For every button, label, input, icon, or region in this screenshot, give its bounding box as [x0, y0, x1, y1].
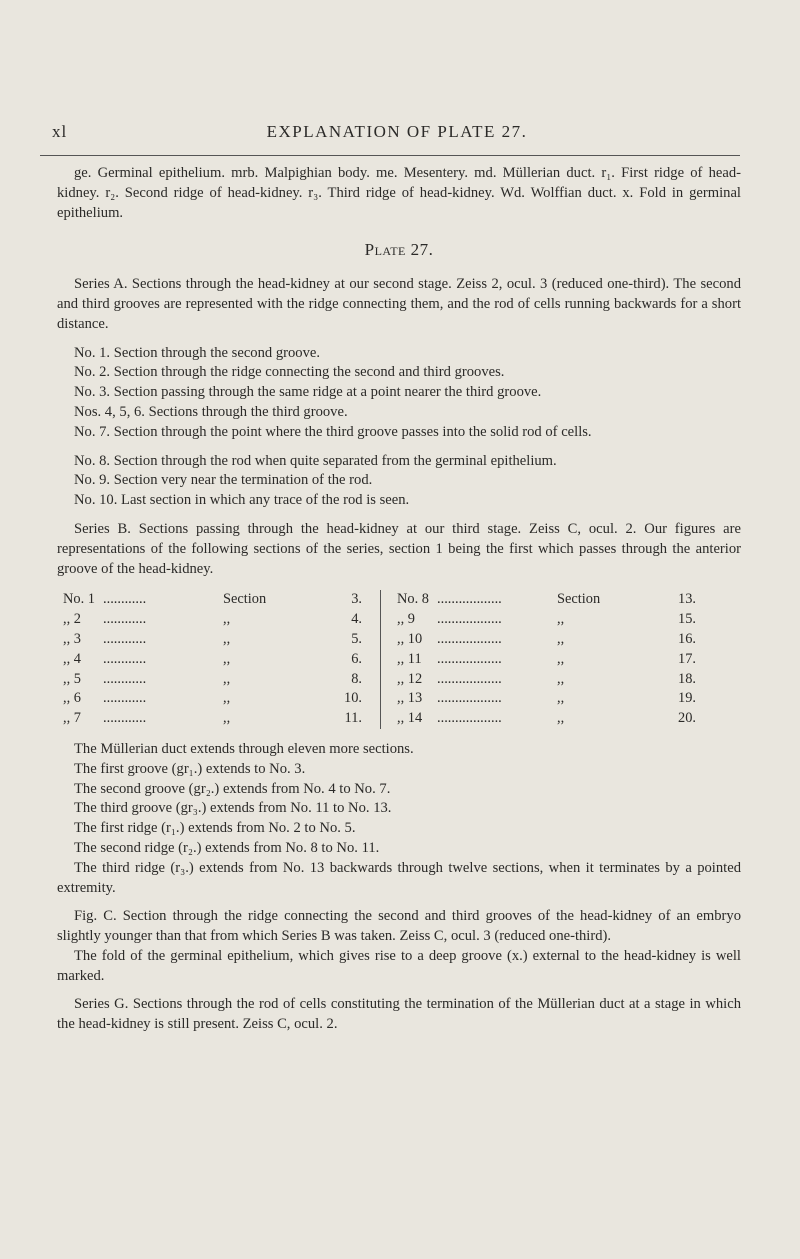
table-row — [63, 610, 696, 630]
left-no: ,, 4 — [63, 650, 81, 667]
fig-c-note: The fold of the germinal epithelium, which gives rise to a deep groove (x.) external to the head-kidney is well marked. — [57, 947, 741, 984]
right-value: 15. — [678, 611, 696, 628]
series-b-intro: Series B. Sections passing through the head-kidney at our third stage. Zeiss C, ocul. 2. Our figures are representations of the following sections of the series, section 1 being the first which passes through the anterior groove of the head-kidney. — [57, 520, 741, 577]
column-divider — [362, 689, 381, 709]
right-mark: Section — [557, 591, 601, 608]
right-no: ,, 11 — [397, 650, 422, 667]
section-table — [63, 590, 696, 729]
series-a-item: No. 3. Section passing through the same ridge at a point nearer the third groove. — [74, 384, 542, 401]
series-a-item: No. 10. Last section in which any trace of the rod is seen. — [74, 492, 410, 509]
series-b-note: The second groove (gr₂.) extends from No. 4 to No. 7. — [74, 780, 391, 797]
left-value: 10. — [344, 690, 362, 707]
right-value: 18. — [678, 670, 696, 687]
right-mark: ,, — [557, 710, 565, 727]
table-row — [63, 590, 696, 610]
left-no: ,, 7 — [63, 710, 81, 727]
table-row — [63, 630, 696, 650]
column-divider — [362, 709, 381, 729]
left-no: ,, 5 — [63, 670, 81, 687]
right-mark: ,, — [557, 611, 565, 628]
left-value: 5. — [351, 630, 362, 647]
table-row — [63, 709, 696, 729]
left-dots: ............ — [103, 630, 147, 647]
right-no: ,, 10 — [397, 630, 423, 647]
left-no: ,, 3 — [63, 630, 81, 647]
series-b-note: The Müllerian duct extends through eleven more sections. — [74, 740, 414, 757]
left-dots: ............ — [103, 591, 147, 608]
column-divider — [362, 610, 381, 630]
table-row — [63, 650, 696, 670]
right-no: No. 8 — [397, 591, 429, 608]
right-value: 19. — [678, 690, 696, 707]
left-dots: ............ — [103, 670, 147, 687]
left-mark: Section — [223, 591, 267, 608]
series-b-note: The third ridge (r₃.) extends from No. 13 backwards through twelve sections, when it terminates by a pointed extremity. — [57, 859, 741, 896]
left-value: 8. — [351, 670, 362, 687]
column-divider — [362, 670, 381, 690]
right-dots: .................. — [437, 630, 502, 647]
left-no: No. 1 — [63, 591, 95, 608]
series-a-item: No. 2. Section through the ridge connecting the second and third grooves. — [74, 364, 505, 381]
left-dots: ............ — [103, 611, 147, 628]
page-number: xl — [52, 122, 68, 141]
right-value: 16. — [678, 630, 696, 647]
right-value: 20. — [678, 710, 696, 727]
right-mark: ,, — [557, 670, 565, 687]
page-body — [57, 164, 741, 1035]
series-g-caption: Series G. Sections through the rod of cells constituting the termination of the Müllerian duct at a stage in which the head-kidney is still present. Zeiss C, ocul. 2. — [57, 996, 741, 1033]
abbreviation-legend: ge. Germinal epithelium. mrb. Malpighian body. me. Mesentery. md. Müllerian duct. r₁. First ridge of head-kidney. r₂. Second ridge of head-kidney. r₃. Third ridge of head-kidney. Wd. Wolffian duct. x. Fold in germinal epithelium. — [57, 165, 741, 221]
left-dots: ............ — [103, 690, 147, 707]
left-no: ,, 6 — [63, 690, 81, 707]
left-dots: ............ — [103, 710, 147, 727]
right-value: 13. — [678, 591, 696, 608]
plate-title: Plate 27. — [364, 240, 434, 260]
right-value: 17. — [678, 650, 696, 667]
left-value: 4. — [351, 611, 362, 628]
series-a-intro: Series A. Sections through the head-kidney at our second stage. Zeiss 2, ocul. 3 (reduced one-third). The second and third grooves are represented with the ridge connecting them, and the rod of cells running backwards for a short distance. — [57, 276, 741, 332]
fig-c-caption: Fig. C. Section through the ridge connecting the second and third grooves of the head-kidney of an embryo slightly younger than that from which Series B was taken. Zeiss C, ocul. 3 (reduced one-third). — [57, 908, 741, 945]
series-a-item: No. 8. Section through the rod when quite separated from the germinal epithelium. — [74, 452, 557, 469]
series-b-note: The first ridge (r₁.) extends from No. 2 to No. 5. — [74, 820, 356, 837]
left-value: 3. — [351, 591, 362, 608]
left-value: 11. — [344, 710, 362, 727]
left-mark: ,, — [223, 611, 231, 628]
right-no: ,, 13 — [397, 690, 423, 707]
series-a-item: No. 1. Section through the second groove. — [74, 344, 321, 361]
series-a-item: Nos. 4, 5, 6. Sections through the third groove. — [74, 403, 348, 420]
table-row — [63, 689, 696, 709]
left-mark: ,, — [223, 630, 231, 647]
right-dots: .................. — [437, 650, 502, 667]
header-rule — [40, 155, 740, 156]
left-mark: ,, — [223, 670, 231, 687]
right-no: ,, 12 — [397, 670, 423, 687]
left-mark: ,, — [223, 710, 231, 727]
right-mark: ,, — [557, 650, 565, 667]
column-divider — [362, 630, 381, 650]
left-mark: ,, — [223, 650, 231, 667]
running-title: EXPLANATION OF PLATE 27. — [266, 122, 528, 141]
series-b-note: The first groove (gr₁.) extends to No. 3. — [74, 760, 306, 777]
right-mark: ,, — [557, 690, 565, 707]
table-row — [63, 670, 696, 690]
column-divider — [362, 590, 381, 610]
right-dots: .................. — [437, 591, 502, 608]
series-a-item: No. 9. Section very near the termination of the rod. — [74, 472, 373, 489]
right-dots: .................. — [437, 710, 502, 727]
right-no: ,, 9 — [397, 611, 415, 628]
running-head — [52, 122, 742, 144]
right-dots: .................. — [437, 670, 502, 687]
right-no: ,, 14 — [397, 710, 423, 727]
left-dots: ............ — [103, 650, 147, 667]
series-a-item: No. 7. Section through the point where the third groove passes into the solid rod of cells. — [74, 423, 592, 440]
right-dots: .................. — [437, 611, 502, 628]
right-mark: ,, — [557, 630, 565, 647]
left-no: ,, 2 — [63, 611, 81, 628]
series-b-note: The third groove (gr₃.) extends from No. 11 to No. 13. — [74, 800, 392, 817]
series-b-note: The second ridge (r₂.) extends from No. 8 to No. 11. — [74, 839, 380, 856]
column-divider — [362, 650, 381, 670]
left-value: 6. — [351, 650, 362, 667]
right-dots: .................. — [437, 690, 502, 707]
left-mark: ,, — [223, 690, 231, 707]
